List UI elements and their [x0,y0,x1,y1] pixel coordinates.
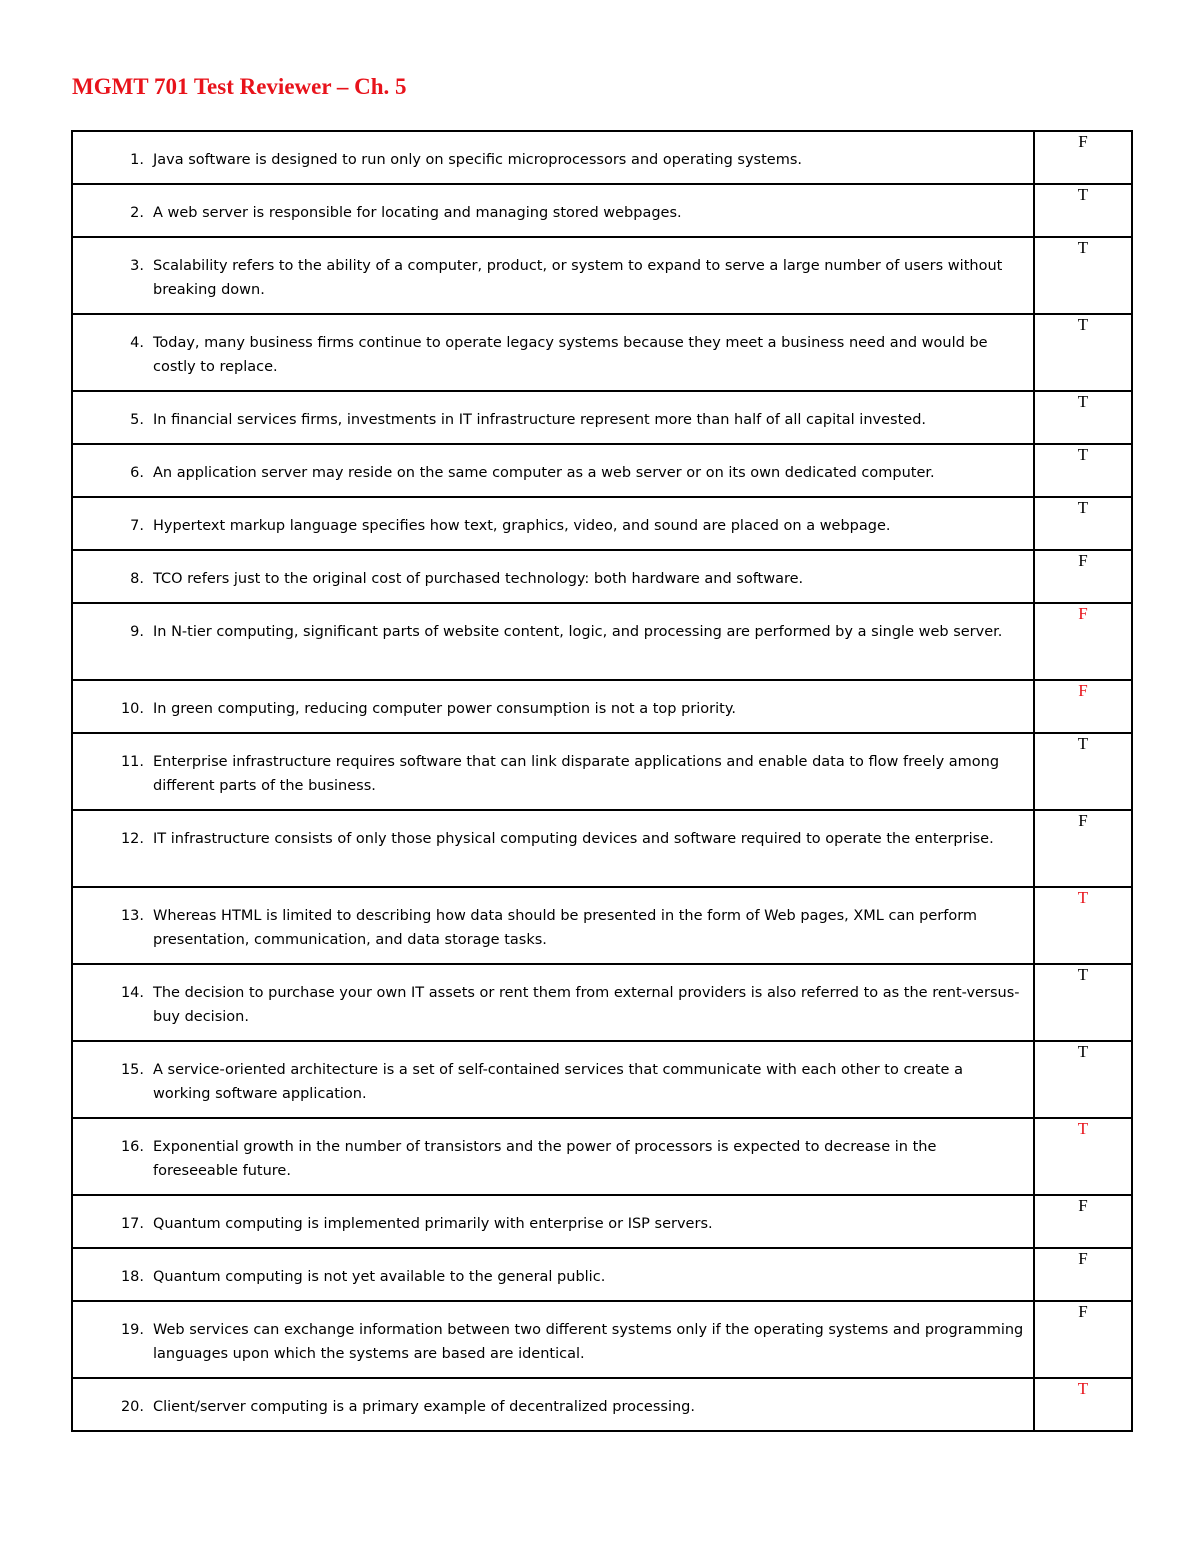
question-number: 17. [120,1216,144,1232]
question-cell [72,131,1034,184]
question-cell [72,964,1034,1041]
question-content [73,888,1033,952]
answer-cell: F [1034,1301,1132,1378]
answer-cell: F [1034,1195,1132,1248]
question-row [72,1041,1132,1118]
answer-cell: F [1034,1248,1132,1301]
question-row [72,887,1132,964]
question-text: Java software is designed to run only on specific microprocessors and operating systems. [153,152,802,168]
question-content [73,1379,1033,1419]
question-row [72,237,1132,314]
question-text: Web services can exchange information between two different systems only if the operating systems and programming languages upon which the systems are based are identical. [153,1322,1024,1362]
answer-cell: T [1034,964,1132,1041]
question-content [73,445,1033,485]
question-cell [72,680,1034,733]
question-content [73,498,1033,538]
answer-cell: T [1034,733,1132,810]
answer-cell: T [1034,444,1132,497]
question-row [72,314,1132,391]
question-number: 12. [120,831,144,847]
question-cell [72,603,1034,680]
question-number: 20. [120,1399,144,1415]
question-content [73,734,1033,798]
question-row [72,131,1132,184]
question-number: 6. [130,465,144,481]
question-content [73,185,1033,225]
question-row [72,810,1132,887]
question-content [73,965,1033,1029]
question-number: 5. [130,412,144,428]
question-number: 3. [130,258,144,274]
question-row [72,1195,1132,1248]
question-number: 2. [130,205,144,221]
question-content [73,604,1033,644]
question-number: 11. [120,754,144,770]
answer-cell: T [1034,391,1132,444]
question-cell [72,733,1034,810]
question-row [72,444,1132,497]
question-cell [72,314,1034,391]
question-cell [72,444,1034,497]
question-text: In financial services firms, investments in IT infrastructure represent more than half of all capital invested. [153,412,927,428]
question-number: 10. [120,701,144,717]
question-content [73,1042,1033,1106]
answer-cell: F [1034,603,1132,680]
question-number: 18. [120,1269,144,1285]
question-text: Exponential growth in the number of transistors and the power of processors is expected to decrease in the foreseeable future. [153,1139,937,1179]
question-number: 13. [120,908,144,924]
question-number: 9. [130,624,144,640]
question-text: Quantum computing is not yet available to the general public. [153,1269,606,1285]
question-number: 4. [130,335,144,351]
question-table-body [72,131,1132,1431]
question-number: 19. [120,1322,144,1338]
answer-cell: T [1034,237,1132,314]
question-text: IT infrastructure consists of only those physical computing devices and software required to operate the enterprise. [153,831,994,847]
question-text: A service-oriented architecture is a set of self-contained services that communicate with each other to create a working software application. [153,1062,963,1102]
question-text: Whereas HTML is limited to describing how data should be presented in the form of Web pages, XML can perform presentation, communication, and data storage tasks. [153,908,978,948]
question-row [72,391,1132,444]
question-text: Hypertext markup language specifies how text, graphics, video, and sound are placed on a webpage. [153,518,891,534]
question-row [72,1378,1132,1431]
question-row [72,184,1132,237]
answer-cell: T [1034,1378,1132,1431]
question-cell [72,887,1034,964]
question-content [73,1196,1033,1236]
page-title: MGMT 701 Test Reviewer – Ch. 5 [72,74,407,99]
question-text: Enterprise infrastructure requires software that can link disparate applications and enable data to flow freely among different parts of the business. [153,754,1000,794]
question-cell [72,550,1034,603]
question-text: TCO refers just to the original cost of purchased technology: both hardware and software. [153,571,804,587]
question-cell [72,1301,1034,1378]
question-number: 8. [130,571,144,587]
question-number: 15. [120,1062,144,1078]
question-content [73,1119,1033,1183]
question-text: Today, many business firms continue to operate legacy systems because they meet a business need and would be costly to replace. [153,335,988,375]
question-content [73,1302,1033,1366]
answer-cell: T [1034,1118,1132,1195]
question-cell [72,810,1034,887]
answer-cell: F [1034,550,1132,603]
question-cell [72,184,1034,237]
answer-cell: F [1034,810,1132,887]
question-row [72,1301,1132,1378]
question-number: 7. [130,518,144,534]
question-row [72,497,1132,550]
question-row [72,680,1132,733]
question-number: 14. [120,985,144,1001]
question-text: Client/server computing is a primary example of decentralized processing. [153,1399,695,1415]
question-row [72,1248,1132,1301]
question-text: The decision to purchase your own IT assets or rent them from external providers is also referred to as the rent-versus-buy decision. [153,985,1020,1025]
answer-cell: T [1034,1041,1132,1118]
question-content [73,238,1033,302]
question-row [72,733,1132,810]
question-cell [72,237,1034,314]
question-cell [72,1195,1034,1248]
question-number: 16. [120,1139,144,1155]
question-content [73,392,1033,432]
question-cell [72,1118,1034,1195]
question-text: A web server is responsible for locating and managing stored webpages. [153,205,682,221]
question-content [73,681,1033,721]
answer-cell: T [1034,184,1132,237]
question-text: Quantum computing is implemented primarily with enterprise or ISP servers. [153,1216,713,1232]
answer-cell: T [1034,887,1132,964]
question-text: In N-tier computing, significant parts of website content, logic, and processing are performed by a single web server. [153,624,1003,640]
question-cell [72,1041,1034,1118]
question-text: Scalability refers to the ability of a computer, product, or system to expand to serve a large number of users without breaking down. [153,258,1003,298]
question-content [73,551,1033,591]
question-content [73,315,1033,379]
question-cell [72,497,1034,550]
question-table [71,130,1133,1432]
question-text: In green computing, reducing computer power consumption is not a top priority. [153,701,736,717]
question-cell [72,1378,1034,1431]
question-row [72,1118,1132,1195]
question-content [73,1249,1033,1289]
answer-cell: F [1034,131,1132,184]
answer-cell: F [1034,680,1132,733]
answer-cell: T [1034,497,1132,550]
question-content [73,811,1033,851]
question-cell [72,391,1034,444]
question-content [73,132,1033,172]
question-cell [72,1248,1034,1301]
question-row [72,603,1132,680]
question-row [72,550,1132,603]
question-number: 1. [130,152,144,168]
question-row [72,964,1132,1041]
answer-cell: T [1034,314,1132,391]
question-text: An application server may reside on the same computer as a web server or on its own dedicated computer. [153,465,935,481]
